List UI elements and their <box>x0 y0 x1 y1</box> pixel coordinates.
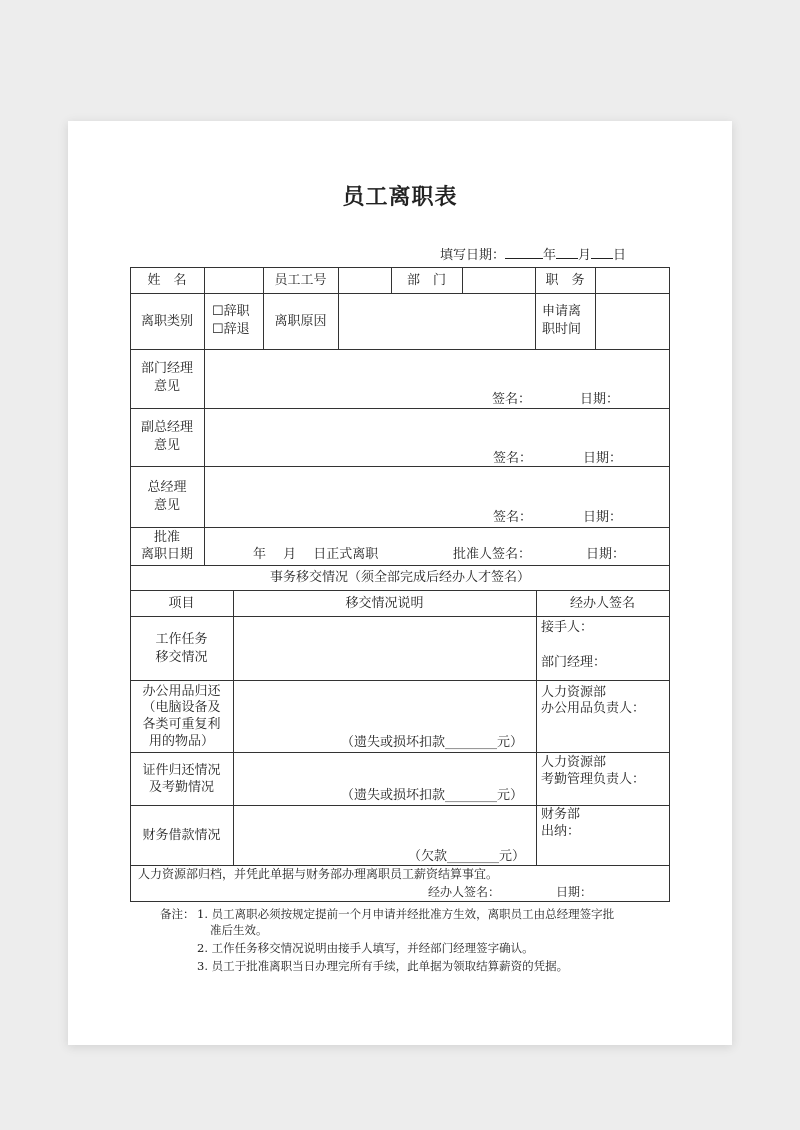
grid-line <box>130 408 670 409</box>
grid-line <box>130 680 670 681</box>
hr-archive-text: 人力资源部归档，并凭此单据与财务部办理离职员工薪资结算事宜。 <box>138 867 499 881</box>
handover-sign-text: 部门经理： <box>541 655 607 670</box>
grid-line <box>204 349 205 565</box>
handover-note: （遗失或损坏扣款________元） <box>341 735 524 750</box>
fill-date <box>440 244 670 263</box>
apply-time-label-1: 申请离 <box>542 304 582 319</box>
handover-sign-text: 人力资源部 <box>541 685 607 700</box>
handover-item-text: 办公用品归还 <box>142 684 221 699</box>
grid-line <box>130 616 670 617</box>
gm-sign: 签名： <box>493 510 533 525</box>
remark-item: 1. 员工离职必须按规定提前一个月申请并经批准方生效，离职员工由总经理签字批 <box>197 907 615 921</box>
handover-note: （遗失或损坏扣款________元） <box>341 788 524 803</box>
handover-item-text: 移交情况 <box>155 650 208 665</box>
department-label: 部 门 <box>406 273 446 288</box>
grid-line <box>130 293 670 294</box>
handover-item-text: 财务借款情况 <box>142 828 221 843</box>
grid-line <box>338 293 339 349</box>
grid-line <box>338 267 339 293</box>
dept-manager-sign: 签名： <box>492 392 532 407</box>
approver-sign: 批准人签名： <box>453 547 532 562</box>
grid-line <box>535 293 536 349</box>
fill-date-month: 月 <box>578 248 592 263</box>
approve-label-1: 批准 <box>153 530 180 545</box>
grid-line <box>595 293 596 349</box>
fill-date-day-blank[interactable] <box>591 247 613 259</box>
grid-line <box>233 590 234 865</box>
handover-sign-text: 办公用品负责人： <box>541 701 646 716</box>
fill-date-label: 填写日期： <box>440 248 506 263</box>
approve-date-text: 年 月 日正式离职 <box>253 547 379 562</box>
grid-line <box>130 590 670 591</box>
handover-section-title: 事务移交情况（须全部完成后经办人才签名） <box>269 570 530 585</box>
handover-item-text: 及考勤情况 <box>148 780 214 795</box>
handover-note: （欠款________元） <box>408 849 526 864</box>
handover-item-text: 证件归还情况 <box>142 763 221 778</box>
dept-manager-label-2: 意见 <box>153 379 180 394</box>
remark-item: 3. 员工于批准离职当日办理完所有手续，此单据为领取结算薪资的凭据。 <box>197 959 569 973</box>
resign-type-label: 离职类别 <box>140 314 193 329</box>
gm-date: 日期： <box>583 510 623 525</box>
grid-line <box>130 901 670 902</box>
grid-line <box>130 565 670 566</box>
grid-line <box>130 267 670 268</box>
grid-line <box>130 805 670 806</box>
grid-line <box>595 267 596 293</box>
grid-line <box>204 293 205 349</box>
dept-manager-date: 日期： <box>580 392 620 407</box>
handover-item-text: 工作任务 <box>155 632 208 647</box>
grid-line <box>204 267 205 293</box>
grid-line <box>536 590 537 865</box>
resign-option[interactable]: ☐辞职 <box>212 304 250 319</box>
remarks-label: 备注： <box>160 907 195 921</box>
handover-item-text: 各类可重复利 <box>142 717 221 732</box>
col-item-header: 项目 <box>168 596 195 611</box>
name-label: 姓 名 <box>147 273 187 288</box>
vp-date: 日期： <box>583 451 623 466</box>
approve-label-2: 离职日期 <box>140 547 193 562</box>
gm-label-2: 意见 <box>153 498 180 513</box>
handover-sign-text: 财务部 <box>541 807 581 822</box>
gm-label-1: 总经理 <box>147 480 187 495</box>
dismiss-option[interactable]: ☐辞退 <box>212 322 250 337</box>
handover-sign-text: 出纳： <box>541 824 581 839</box>
fill-date-month-blank[interactable] <box>556 247 578 259</box>
remark-item: 2. 工作任务移交情况说明由接手人填写，并经部门经理签字确认。 <box>197 941 534 955</box>
handover-sign-text: 考勤管理负责人： <box>541 772 646 787</box>
reason-label: 离职原因 <box>274 314 327 329</box>
form-title: 员工离职表 <box>342 184 458 210</box>
hr-date: 日期： <box>556 885 593 899</box>
fill-date-day: 日 <box>613 248 627 263</box>
vp-label-2: 意见 <box>153 438 180 453</box>
approve-date: 日期： <box>586 547 626 562</box>
col-desc-header: 移交情况说明 <box>345 596 424 611</box>
col-sign-header: 经办人签名 <box>569 596 635 611</box>
vp-label-1: 副总经理 <box>140 420 193 435</box>
fill-date-year: 年 <box>543 248 557 263</box>
position-label: 职 务 <box>545 273 585 288</box>
hr-handler-sign: 经办人签名： <box>428 885 501 899</box>
handover-item-text: （电脑设备及 <box>142 700 221 715</box>
vp-sign: 签名： <box>493 451 533 466</box>
grid-line <box>130 527 670 528</box>
grid-line <box>130 752 670 753</box>
handover-sign-text: 人力资源部 <box>541 755 607 770</box>
apply-time-label-2: 职时间 <box>542 322 582 337</box>
handover-item-text: 用的物品） <box>148 734 214 749</box>
grid-line <box>462 267 463 293</box>
employee-no-label: 员工工号 <box>274 273 327 288</box>
grid-line <box>130 349 670 350</box>
dept-manager-label-1: 部门经理 <box>140 361 193 376</box>
fill-date-year-blank[interactable] <box>505 247 543 259</box>
handover-sign-text: 接手人： <box>541 620 594 635</box>
remark-item: 准后生效。 <box>210 923 268 937</box>
